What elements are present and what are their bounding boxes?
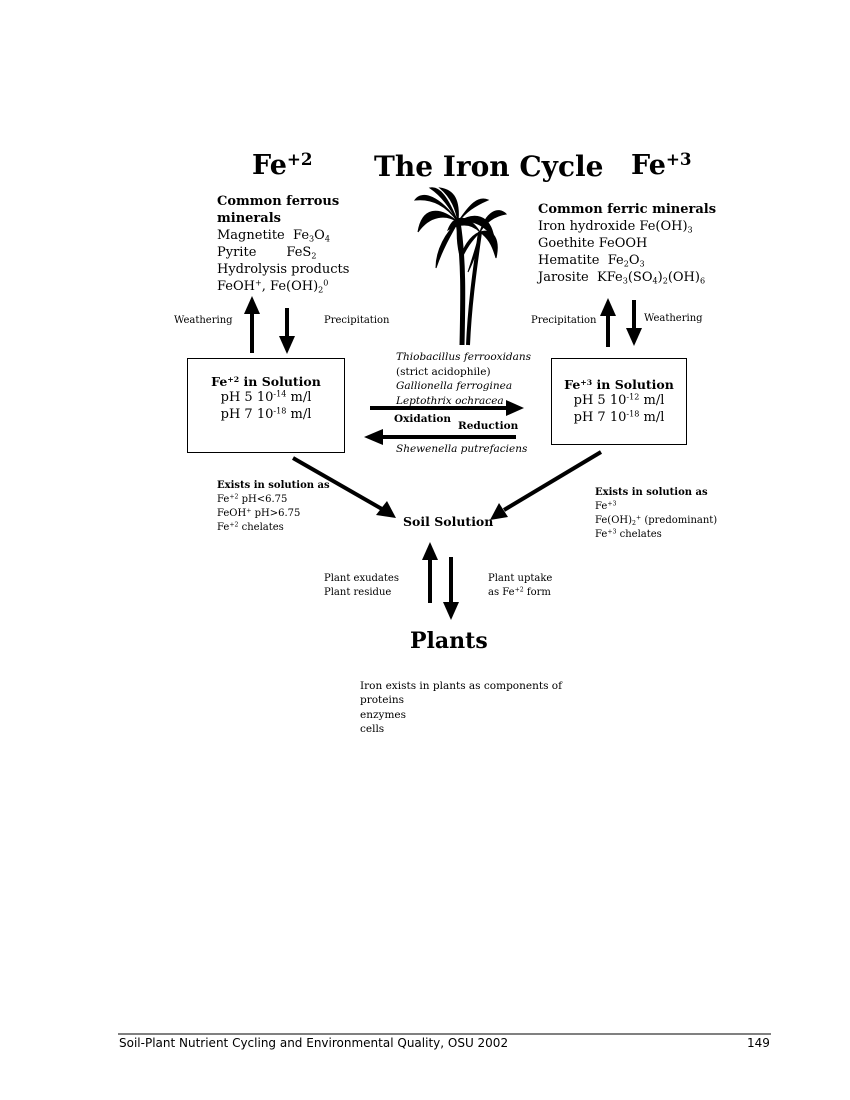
- fe3-species-1: $Fe^{+3}$: [595, 500, 617, 512]
- magnetite-line: Magnetite $Fe_3O_4$: [217, 228, 330, 244]
- plants-note-3: enzymes: [360, 708, 406, 721]
- fe2-species-heading: Exists in solution as: [217, 480, 330, 491]
- ferric-heading: Common ferric minerals: [538, 202, 717, 217]
- thiobacillus-label: Thiobacillus ferrooxidans: [396, 351, 532, 363]
- plant-exudates-list: [324, 572, 399, 600]
- precipitation-label-right: Precipitation: [531, 315, 597, 326]
- gallionella-label: Gallionella ferroginea: [396, 380, 513, 392]
- reduction-label: Reduction: [458, 420, 519, 432]
- fe2-species-list: [217, 479, 330, 535]
- fe3-to-soil-arrow: [504, 452, 601, 510]
- soil-solution-label: Soil Solution: [403, 514, 494, 529]
- oxidizing-bacteria-list: [396, 350, 531, 408]
- page-title: The Iron Cycle: [374, 150, 604, 183]
- plants-heading: Plants: [410, 628, 488, 654]
- fe2-species-2: FeOH+ pH>6.75: [217, 507, 301, 519]
- arrow-heads: [244, 296, 642, 620]
- fe3-species-2: $Fe(OH)_2^+$ (predominant): [595, 514, 718, 527]
- plants-notes: [360, 679, 562, 736]
- plants-note-4: cells: [360, 722, 385, 735]
- fe3-species-heading: Exists in solution as: [595, 487, 708, 498]
- fe2-ph5: pH 5 $10^{-14}$ m/l: [220, 389, 312, 405]
- fe2-ph7: pH 7 $10^{-18}$ m/l: [220, 406, 312, 422]
- fe3-ph7: pH 7 $10^{-18}$ m/l: [573, 409, 665, 425]
- plant-exudates-label: Plant exudates: [324, 573, 399, 584]
- oxidation-label: Oxidation: [394, 413, 452, 425]
- fe3-species-list: [595, 486, 717, 542]
- plant-uptake-label: Plant uptake: [488, 573, 553, 584]
- fe2-species-3: $Fe^{+2}$ chelates: [217, 521, 284, 533]
- fe2-heading: $Fe^{+2}$: [252, 148, 313, 181]
- plant-residue-label: Plant residue: [324, 587, 392, 598]
- uptake-form-label: as $Fe^{+2}$ form: [488, 586, 551, 598]
- iron-hydroxide-line: Iron hydroxide $Fe(OH)_3$: [538, 219, 693, 235]
- page-number: 149: [747, 1036, 770, 1050]
- footer-text: Soil-Plant Nutrient Cycling and Environmental Quality, OSU 2002: [119, 1036, 509, 1050]
- ferrous-minerals-list: [217, 193, 349, 295]
- weathering-label-left: Weathering: [174, 315, 233, 326]
- strict-acidophile-label: (strict acidophile): [396, 365, 491, 378]
- precipitation-label-left: Precipitation: [324, 315, 390, 326]
- fe2-species-1: $Fe^{+2}$ pH<6.75: [217, 493, 288, 505]
- fe2-solution-box: [187, 358, 345, 453]
- fe3-ph5: pH 5 $10^{-12}$ m/l: [573, 392, 665, 408]
- pyrite-line: Pyrite FeS$_2$: [217, 245, 317, 261]
- fe2-solution-title: $Fe^{+2}$ in Solution: [211, 374, 321, 389]
- fe3-species-3: $Fe^{+3}$ chelates: [595, 528, 662, 540]
- jarosite-line: Jarosite $KFe_3(SO_4)_2(OH)_6$: [538, 270, 706, 286]
- hematite-line: Hematite $Fe_2O_3$: [538, 253, 645, 269]
- plant-uptake-list: [488, 572, 552, 600]
- fe3-heading: $Fe^{+3}$: [631, 148, 692, 181]
- shewenella-label: Shewenella putrefaciens: [396, 443, 528, 455]
- palm-tree-icon: [415, 188, 506, 345]
- goethite-line: Goethite FeOOH: [538, 236, 648, 251]
- ferrous-heading-1: Common ferrous: [217, 194, 340, 209]
- fe3-solution-title: $Fe^{+3}$ in Solution: [564, 377, 674, 392]
- leptothrix-label: Leptothrix ochracea: [396, 394, 504, 407]
- fe3-solution-box: [551, 358, 687, 445]
- ferrous-heading-2: minerals: [217, 211, 281, 226]
- plants-note-2: proteins: [360, 694, 405, 707]
- ferric-minerals-list: [538, 201, 716, 286]
- feoh-line: FeOH+, $Fe(OH)_2^0$: [217, 278, 329, 295]
- weathering-label-right: Weathering: [644, 313, 703, 324]
- hydrolysis-line: Hydrolysis products: [217, 262, 350, 277]
- plants-note-1: Iron exists in plants as components of: [360, 680, 563, 692]
